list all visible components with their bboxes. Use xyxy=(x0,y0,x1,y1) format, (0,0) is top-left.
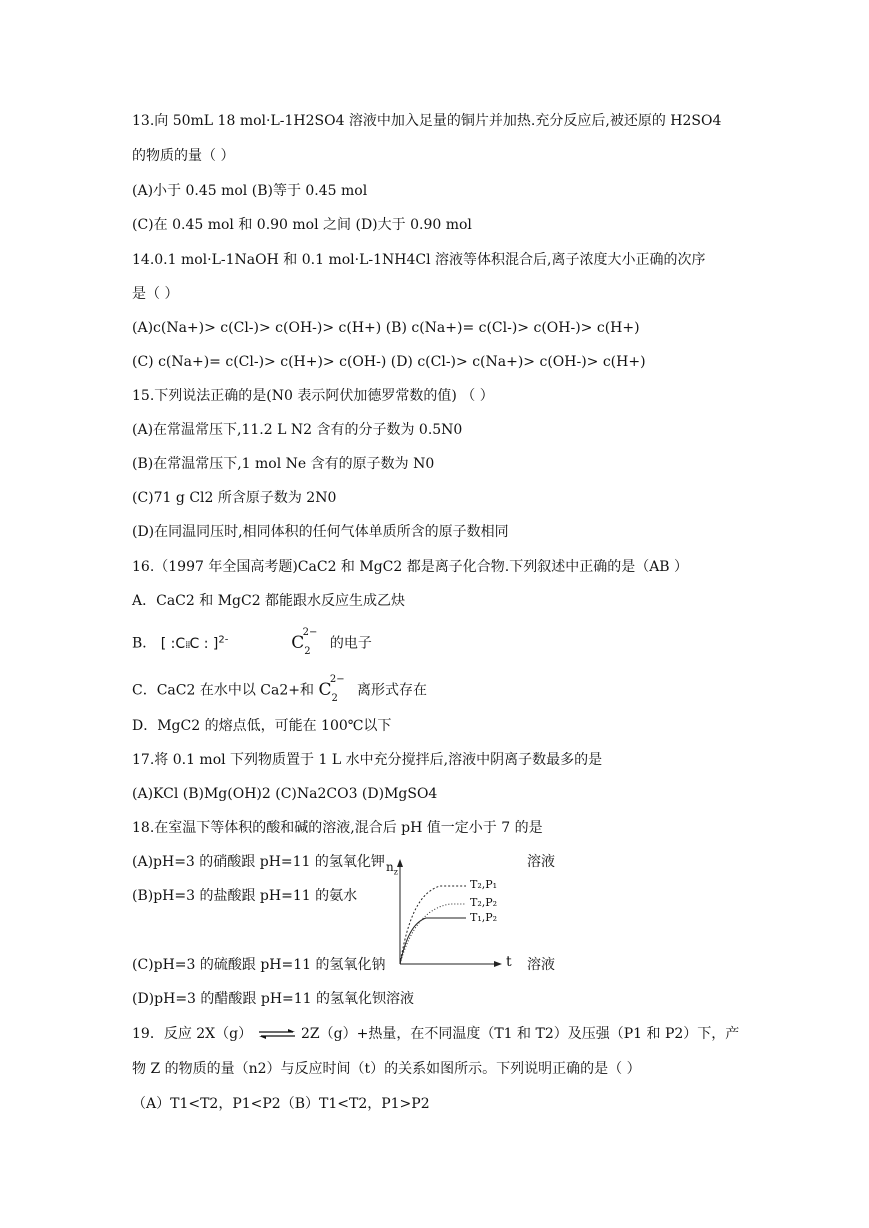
q14-line-1: 14.0.1 mol·L-1NaOH 和 0.1 mol·L-1NH4Cl 溶液等体积混合后,离子浓度大小正确的次序 xyxy=(132,252,706,268)
curve3-label: T₁,P₂ xyxy=(470,911,498,924)
q13-line-1: 13.向 50mL 18 mol·L-1H2SO4 溶液中加入足量的铜片并加热.充分反应后,被还原的 H2SO4 xyxy=(132,113,722,129)
q19-line-2: 物 Z 的物质的量（n2）与反应时间（t）的关系如图所示。下列说明正确的是（ ） xyxy=(132,1061,641,1077)
q16-option-b xyxy=(132,627,372,659)
formula-charge: 2- xyxy=(218,634,229,645)
x-axis-label: t xyxy=(506,954,512,970)
q18-option-c-tail: 溶液 xyxy=(527,957,555,973)
q15-option-d: (D)在同温同压时,相同体积的任何气体单质所含的原子数相同 xyxy=(132,524,509,540)
q15-line-1: 15.下列说法正确的是(N0 表示阿伏加德罗常数的值) （ ） xyxy=(132,388,494,404)
c2-ion-2: $C_2^{2-}$ xyxy=(318,674,345,705)
q17-options: (A)KCl (B)Mg(OH)2 (C)Na2CO3 (D)MgSO4 xyxy=(132,786,438,802)
q16-line-1: 16.（1997 年全国高考题)CaC2 和 MgC2 都是离子化合物.下列叙述中正确的是（AB ） xyxy=(132,559,689,575)
q14-option-ab: (A)c(Na+)> c(Cl-)> c(OH-)> c(H+) (B) c(Na+)= c(Cl-)> c(OH-)> c(H+) xyxy=(132,320,640,336)
electron-formula xyxy=(161,636,233,652)
equilibrium-arrow-icon xyxy=(257,1028,297,1040)
q18-option-a: (A)pH=3 的硝酸跟 pH=11 的氢氧化钾 xyxy=(132,854,385,870)
c2-ion: $C_2^{2-}$ xyxy=(291,627,318,658)
q15-option-c: (C)71 g Cl2 所含原子数为 2N0 xyxy=(132,490,337,506)
nz-vs-time-figure xyxy=(382,856,520,972)
triple-bond-dots: ⁞⁞ xyxy=(185,639,190,651)
q13-line-2: 的物质的量（ ） xyxy=(132,148,235,164)
q17-line-1: 17.将 0.1 mol 下列物质置于 1 L 水中充分搅拌后,溶液中阴离子数最多的是 xyxy=(132,752,603,768)
q19-prefix: 19．反应 2X（g） xyxy=(132,1026,253,1042)
q13-option-cd: (C)在 0.45 mol 和 0.90 mol 之间 (D)大于 0.90 mol xyxy=(132,217,472,233)
q16-option-d: D．MgC2 的熔点低，可能在 100℃以下 xyxy=(132,718,392,734)
q14-line-2: 是（ ） xyxy=(132,286,179,302)
q18-option-c: (C)pH=3 的硫酸跟 pH=11 的氢氧化钠 xyxy=(132,957,386,973)
q15-option-a: (A)在常温常压下,11.2 L N2 含有的分子数为 0.5N0 xyxy=(132,422,463,438)
q16-option-c xyxy=(132,674,428,706)
q18-option-d: (D)pH=3 的醋酸跟 pH=11 的氢氧化钡溶液 xyxy=(132,991,415,1007)
q16b-prefix: B． xyxy=(132,635,157,652)
curve-t1-p2 xyxy=(400,918,466,964)
formula-right: C : ] xyxy=(189,635,219,652)
q16c-suffix: 离形式存在 xyxy=(357,682,428,699)
y-axis-label: $n_z$ xyxy=(386,860,398,877)
curve1-label: T₂,P₁ xyxy=(470,878,498,891)
q14-option-cd: (C) c(Na+)= c(Cl-)> c(H+)> c(OH-) (D) c(Cl-)> c(Na+)> c(OH-)> c(H+) xyxy=(132,354,646,370)
figure-svg xyxy=(382,856,520,972)
q19-line-1 xyxy=(132,1025,739,1043)
q18-option-b: (B)pH=3 的盐酸跟 pH=11 的氨水 xyxy=(132,888,358,904)
curve-t2-p1 xyxy=(400,886,466,964)
q19-suffix: 2Z（g）+热量，在不同温度（T1 和 T2）及压强（P1 和 P2）下，产 xyxy=(301,1026,740,1042)
q18-option-a-tail: 溶液 xyxy=(527,854,555,870)
q19-options: （A）T1<T2，P1<P2（B）T1<T2，P1>P2 xyxy=(132,1096,430,1112)
curve2-label: T₂,P₂ xyxy=(470,896,498,909)
q18-line-1: 18.在室温下等体积的酸和碱的溶液,混合后 pH 值一定小于 7 的是 xyxy=(132,820,543,836)
x-axis-arrow-icon xyxy=(494,961,502,967)
q16b-suffix: 的电子 xyxy=(329,635,372,652)
q16-option-a: A．CaC2 和 MgC2 都能跟水反应生成乙炔 xyxy=(132,593,406,609)
q16c-prefix: C．CaC2 在水中以 Ca2+和 xyxy=(132,682,314,699)
q15-option-b: (B)在常温常压下,1 mol Ne 含有的原子数为 N0 xyxy=(132,456,435,472)
q13-option-ab: (A)小于 0.45 mol (B)等于 0.45 mol xyxy=(132,183,368,199)
formula-left: [ :C xyxy=(160,635,186,652)
